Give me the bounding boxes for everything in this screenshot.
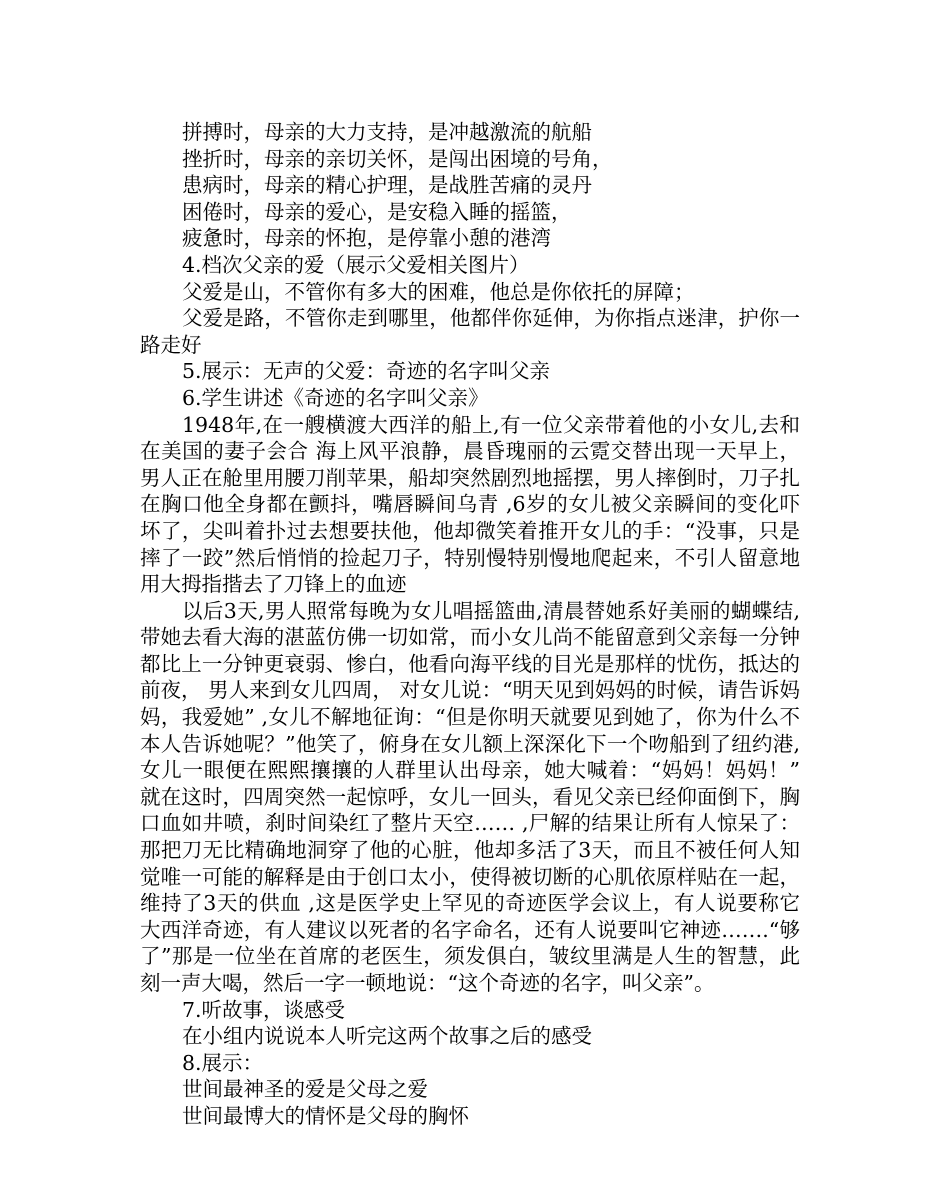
paragraph: 父爱是路，不管你走到哪里，他都伴你延伸，为你指点迷津，护你一路走好 [140,306,800,357]
paragraph: 父爱是山，不管你有多大的困难，他总是你依托的屏障； [182,279,695,304]
section-heading: 4.档次父亲的爱（展示父爱相关图片） [182,252,530,277]
section-heading: 5.展示：无声的父爱：奇迹的名字叫父亲 [182,359,551,384]
section-heading: 7.听故事，谈感受 [182,997,346,1022]
paragraph: 在小组内说说本人听完这两个故事之后的感受 [182,1024,592,1049]
paragraph: 疲惫时，母亲的怀抱，是停靠小憩的港湾 [182,226,551,251]
document-page [140,119,800,1130]
paragraph: 困倦时，母亲的爱心，是安稳入睡的摇篮， [182,199,572,224]
section-heading: 8.展示： [182,1050,264,1075]
section-heading: 6.学生讲述《奇迹的名字叫父亲》 [182,385,489,410]
paragraph: 挫折时，母亲的亲切关怀，是闯出困境的号角， [182,146,613,171]
paragraph: 拼搏时，母亲的大力支持，是冲越激流的航船 [182,120,592,144]
story-paragraph: 1948年,在一艘横渡大西洋的船上,有一位父亲带着他的小女儿,去和在美国的妻子会合 海上风平浪静，晨昏瑰丽的云霓交替出现一天早上，男人正在舱里用腰刀削苹果，船却突然剧烈地摇摆，男人摔倒时，刀子扎在胸口他全身都在颤抖，嘴唇瞬间乌青 ,6岁的女儿被父亲瞬间的变化吓坏了，尖叫着扑过去想要扶他，他却微笑着推开女儿的手：“没事，只是摔了一跤”然后悄悄的捡起刀子，特别慢特别慢地爬起来，不引人留意地用大拇指揩去了刀锋上的血迹 [140,412,800,597]
story-paragraph: 以后3天,男人照常每晚为女儿唱摇篮曲,清晨替她系好美丽的蝴蝶结,带她去看大海的湛蓝仿佛一切如常，而小女儿尚不能留意到父亲每一分钟都比上一分钟更衰弱、惨白，他看向海平线的目光是那样的忧伤，抵达的前夜， 男人来到女儿四周， 对女儿说：“明天见到妈妈的时候，请告诉妈妈，我爱她” ,女儿不解地征询：“但是你明天就要见到她了，你为什么不本人告诉她呢？”他笑了，俯身在女儿额上深深化下一个吻船到了纽约港,女儿一眼便在熙熙攘攘的人群里认出母亲，她大喊着：“妈妈！妈妈！” 就在这时，四周突然一起惊呼，女儿一回头，看见父亲已经仰面倒下，胸口血如井喷，刹时间染红了整片天空…… ,尸解的结果让所有人惊呆了：那把刀无比精确地洞穿了他的心脏，他却多活了3天，而且不被任何人知觉唯一可能的解释是由于创口太小，使得被切断的心肌依原样贴在一起，维持了3天的供血 ,这是医学史上罕见的奇迹医学会议上，有人说要称它大西洋奇迹，有人建议以死者的名字命名，还有人说要叫它神迹…….“够了”那是一位坐在首席的老医生，须发俱白，皱纹里满是人生的智慧，此刻一声大喝，然后一字一顿地说：“这个奇迹的名字，叫父亲”。 [140,598,800,995]
paragraph: 患病时，母亲的精心护理，是战胜苦痛的灵丹 [182,173,592,198]
paragraph: 世间最神圣的爱是父母之爱 [182,1077,428,1102]
paragraph: 世间最博大的情怀是父母的胸怀 [182,1103,469,1128]
